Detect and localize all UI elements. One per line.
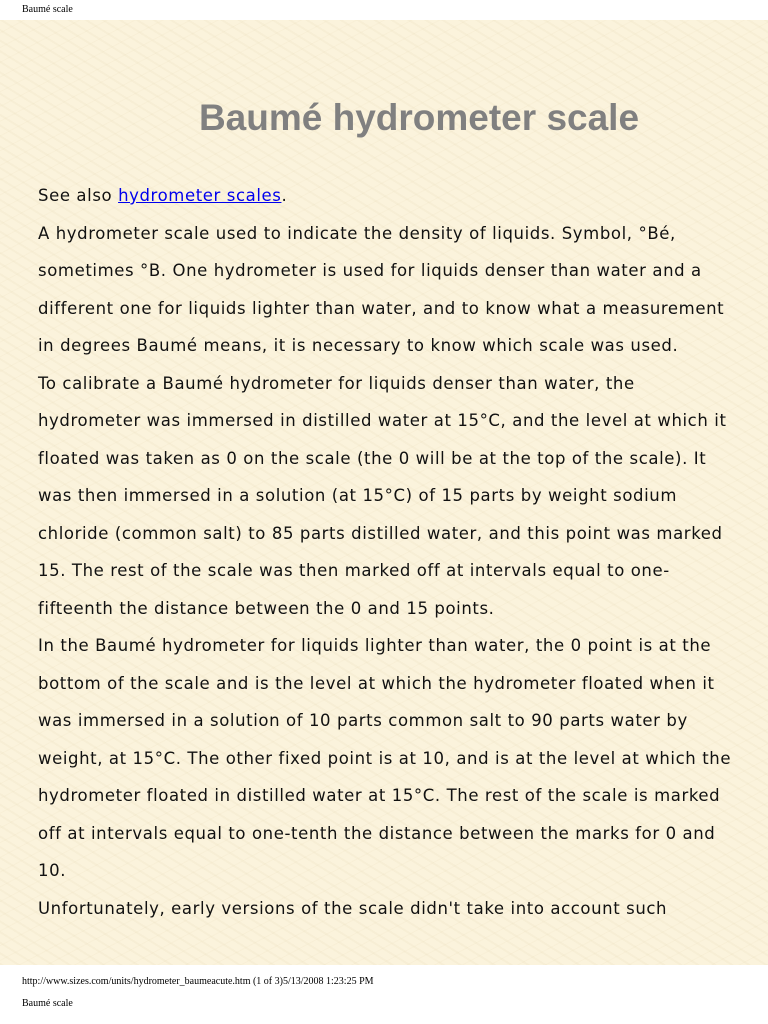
paragraph-unfortunately: Unfortunately, early versions of the scale didn't take into account such: [38, 898, 668, 918]
print-footer-url: http://www.sizes.com/units/hydrometer_baumeacute.htm (1 of 3)5/13/2008 1:23:25 PM: [22, 976, 374, 987]
article-body: [38, 177, 738, 927]
see-also-suffix: .: [281, 186, 288, 205]
page-content: [0, 20, 768, 965]
next-page-header: Baumé scale: [22, 998, 73, 1009]
page-title: Baumé hydrometer scale: [198, 96, 640, 138]
print-header: Baumé scale: [22, 4, 73, 15]
hydrometer-scales-link[interactable]: hydrometer scales: [118, 186, 282, 205]
see-also-prefix: See also: [38, 186, 119, 205]
see-also-line: [38, 177, 738, 215]
paragraph-denser-calibration: To calibrate a Baumé hydrometer for liquids denser than water, the hydrometer was immersed in distilled water at 15°C, and the level at which it floated was taken as 0 on the scale (the 0 will be at the top of the scale). It was then immersed in a solution (at 15°C) of 15 parts by weight sodium chloride (common salt) to 85 parts distilled water, and this point was marked 15. The rest of the scale was then marked off at intervals equal to one-fifteenth the distance between the 0 and 15 points.: [38, 373, 727, 618]
paragraph-definition: A hydrometer scale used to indicate the density of liquids. Symbol, °Bé, sometimes °B. One hydrometer is used for liquids denser than water and a different one for liquids lighter than water, and to know what a measurement in degrees Baumé means, it is necessary to know which scale was used.: [38, 223, 725, 355]
paragraph-lighter-calibration: In the Baumé hydrometer for liquids lighter than water, the 0 point is at the bottom of the scale and is the level at which the hydrometer floated when it was immersed in a solution of 10 parts common salt to 90 parts water by weight, at 15°C. The other fixed point is at 10, and is at the level at which the hydrometer floated in distilled water at 15°C. The rest of the scale is marked off at intervals equal to one-tenth the distance between the marks for 0 and 10.: [38, 636, 732, 880]
